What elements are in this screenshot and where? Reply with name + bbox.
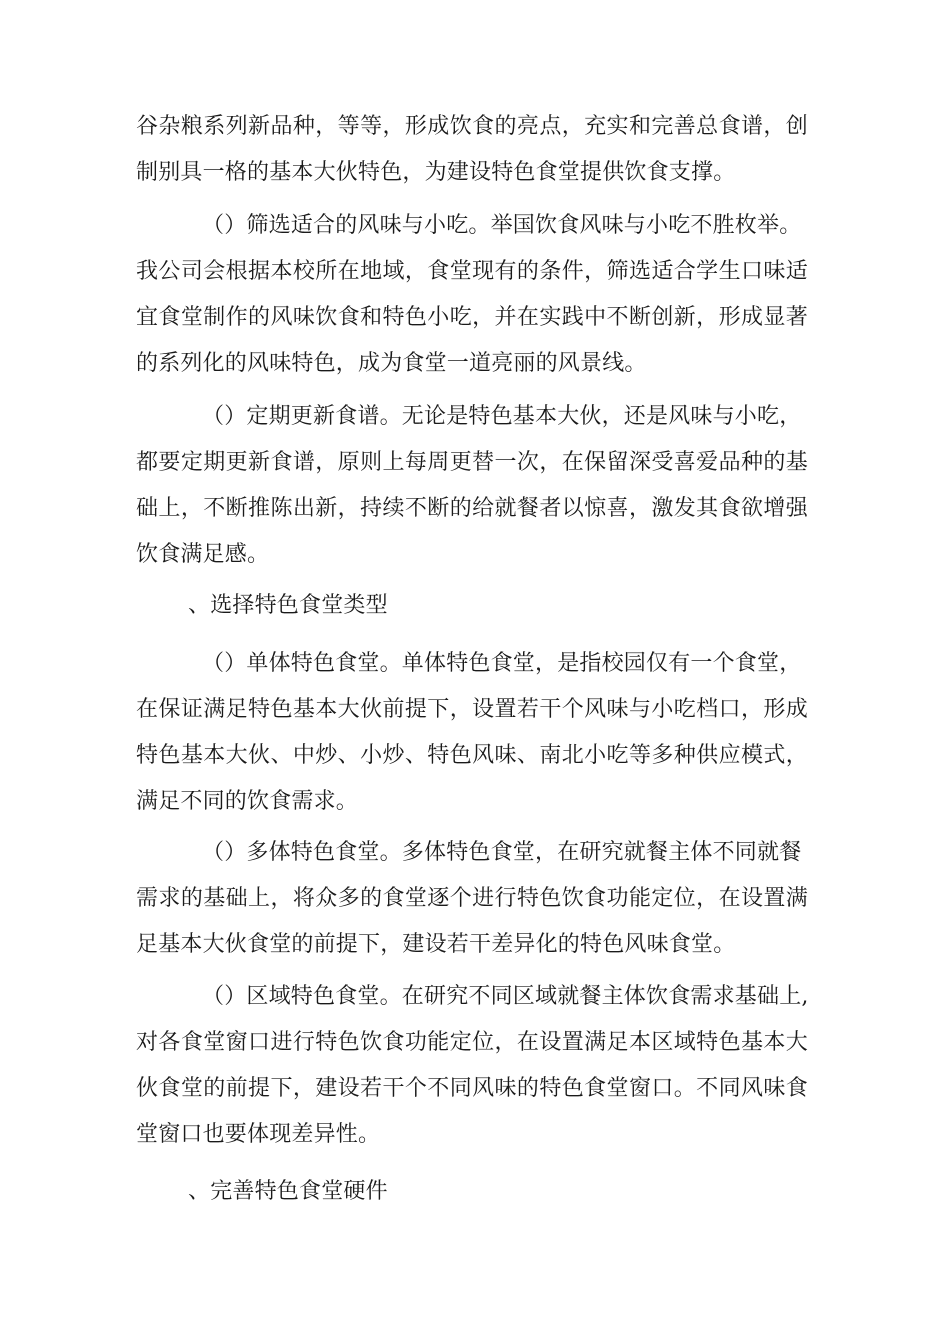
text-line: 的系列化的风味特色，成为食堂一道亮丽的风景线。 xyxy=(136,351,647,376)
paragraph-menu-update xyxy=(136,394,808,578)
text-line: 对各食堂窗口进行特色饮食功能定位，在设置满足本区域特色基本大 xyxy=(136,1030,808,1055)
text-line: 伙食堂的前提下，建设若干个不同风味的特色食堂窗口。不同风味食 xyxy=(136,1076,808,1101)
text-line: 宜食堂制作的风味饮食和特色小吃，并在实践中不断创新，形成显著 xyxy=(136,305,808,330)
text-line: 我公司会根据本校所在地域，食堂现有的条件，筛选适合学生口味适 xyxy=(136,259,808,284)
text-line: （）筛选适合的风味与小吃。举国饮食风味与小吃不胜枚举。 xyxy=(202,213,802,238)
text-line: （）区域特色食堂。在研究不同区域就餐主体饮食需求基础上, xyxy=(202,984,809,1009)
paragraph-flavor-snacks xyxy=(136,203,808,387)
paragraph-continuation xyxy=(136,104,808,196)
heading-text: 、选择特色食堂类型 xyxy=(188,593,388,618)
paragraph-regional-canteen xyxy=(136,974,808,1158)
text-line: 制别具一格的基本大伙特色，为建设特色食堂提供饮食支撑。 xyxy=(136,160,736,185)
section-heading xyxy=(136,1169,808,1215)
text-line: 础上，不断推陈出新，持续不断的给就餐者以惊喜，激发其食欲增强 xyxy=(136,496,808,521)
text-line: （）单体特色食堂。单体特色食堂，是指校园仅有一个食堂， xyxy=(202,651,802,676)
text-line: 需求的基础上，将众多的食堂逐个进行特色饮食功能定位，在设置满 xyxy=(136,886,808,911)
paragraph-single-canteen xyxy=(136,641,808,825)
text-line: 饮食满足感。 xyxy=(136,542,270,567)
paragraph-multi-canteen xyxy=(136,830,808,968)
text-line: 都要定期更新食谱，原则上每周更替一次，在保留深受喜爱品种的基 xyxy=(136,450,808,475)
text-line: 在保证满足特色基本大伙前提下，设置若干个风味与小吃档口，形成 xyxy=(136,697,808,722)
section-heading xyxy=(136,583,808,629)
text-line: 谷杂粮系列新品种，等等，形成饮食的亮点，充实和完善总食谱，创 xyxy=(136,114,808,139)
text-line: （）多体特色食堂。多体特色食堂，在研究就餐主体不同就餐 xyxy=(202,840,802,865)
text-line: 特色基本大伙、中炒、小炒、特色风味、南北小吃等多种供应模式， xyxy=(136,743,808,768)
text-line: 满足不同的饮食需求。 xyxy=(136,789,359,814)
text-line: 足基本大伙食堂的前提下，建设若干差异化的特色风味食堂。 xyxy=(136,932,736,957)
heading-text: 、完善特色食堂硬件 xyxy=(188,1179,388,1204)
text-line: 堂窗口也要体现差异性。 xyxy=(136,1122,381,1147)
text-line: （）定期更新食谱。无论是特色基本大伙，还是风味与小吃， xyxy=(202,404,802,429)
